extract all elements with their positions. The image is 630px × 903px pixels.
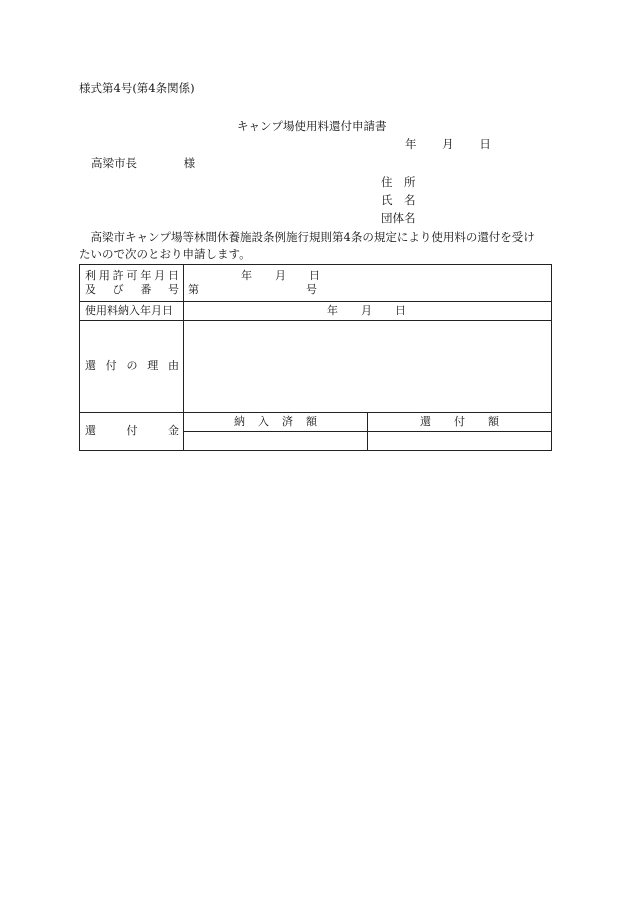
payment-day: 日	[395, 303, 406, 317]
permit-number-suffix: 号	[306, 283, 317, 296]
date-line	[405, 138, 491, 152]
applicant-group-label: 団体名	[381, 211, 416, 225]
permit-day: 日	[309, 268, 320, 282]
paid-amount-header-cell	[184, 413, 368, 432]
body-text-line-2: たいので次のとおり申請します。	[79, 247, 251, 261]
table-row-payment-date	[80, 302, 552, 321]
date-year: 年	[405, 137, 417, 151]
permit-month: 月	[275, 268, 286, 282]
applicant-name-label: 氏 名	[381, 193, 416, 207]
document-title: キャンプ場使用料還付申請書	[237, 119, 387, 133]
payment-month: 月	[361, 303, 372, 317]
applicant-address-label: 住 所	[381, 175, 416, 189]
permit-date-ymd	[188, 269, 551, 283]
payment-date-label: 使用料納入年月日	[85, 303, 173, 317]
refund-amount-value-cell[interactable]	[368, 432, 552, 451]
body-text-line-1: 高梁市キャンプ場等林間休養施設条例施行規則第4条の規定により使用料の還付を受け	[79, 230, 535, 244]
payment-date-value-cell[interactable]	[184, 302, 552, 321]
permit-date-label-line-1: 利 用 許 可 年 月 日	[85, 268, 179, 282]
table-row-permit-date	[80, 265, 552, 302]
table-row-refund-reason	[80, 321, 552, 413]
addressee	[91, 157, 195, 171]
refund-reason-label-cell	[80, 321, 184, 413]
payment-year: 年	[327, 303, 338, 317]
permit-number	[188, 283, 551, 297]
date-day: 日	[479, 137, 491, 151]
paid-amount-header: 納 入 済 額	[234, 414, 317, 428]
refund-reason-value-cell[interactable]	[184, 321, 552, 413]
addressee-honorific: 様	[183, 156, 196, 170]
date-month: 月	[442, 137, 454, 151]
permit-number-prefix: 第	[188, 283, 199, 296]
paid-amount-value-cell[interactable]	[184, 432, 368, 451]
refund-amount-label-cell	[80, 413, 184, 451]
permit-date-value-cell[interactable]	[184, 265, 552, 302]
refund-header: 還 付 額	[420, 414, 499, 428]
permit-date-label-cell	[80, 265, 184, 302]
application-table	[79, 264, 552, 451]
table-row-refund-header	[80, 413, 552, 432]
form-number: 様式第4号(第4条関係)	[79, 81, 195, 95]
permit-date-label-line-2: 及 び 番 号	[85, 283, 179, 296]
refund-header-cell	[368, 413, 552, 432]
addressee-name: 高梁市長	[91, 156, 137, 170]
permit-year: 年	[241, 268, 252, 282]
payment-date-ymd	[184, 304, 551, 318]
refund-amount-label: 還 付 金	[85, 424, 179, 438]
payment-date-label-cell	[80, 302, 184, 321]
refund-reason-label: 還 付 の 理 由	[85, 359, 179, 373]
